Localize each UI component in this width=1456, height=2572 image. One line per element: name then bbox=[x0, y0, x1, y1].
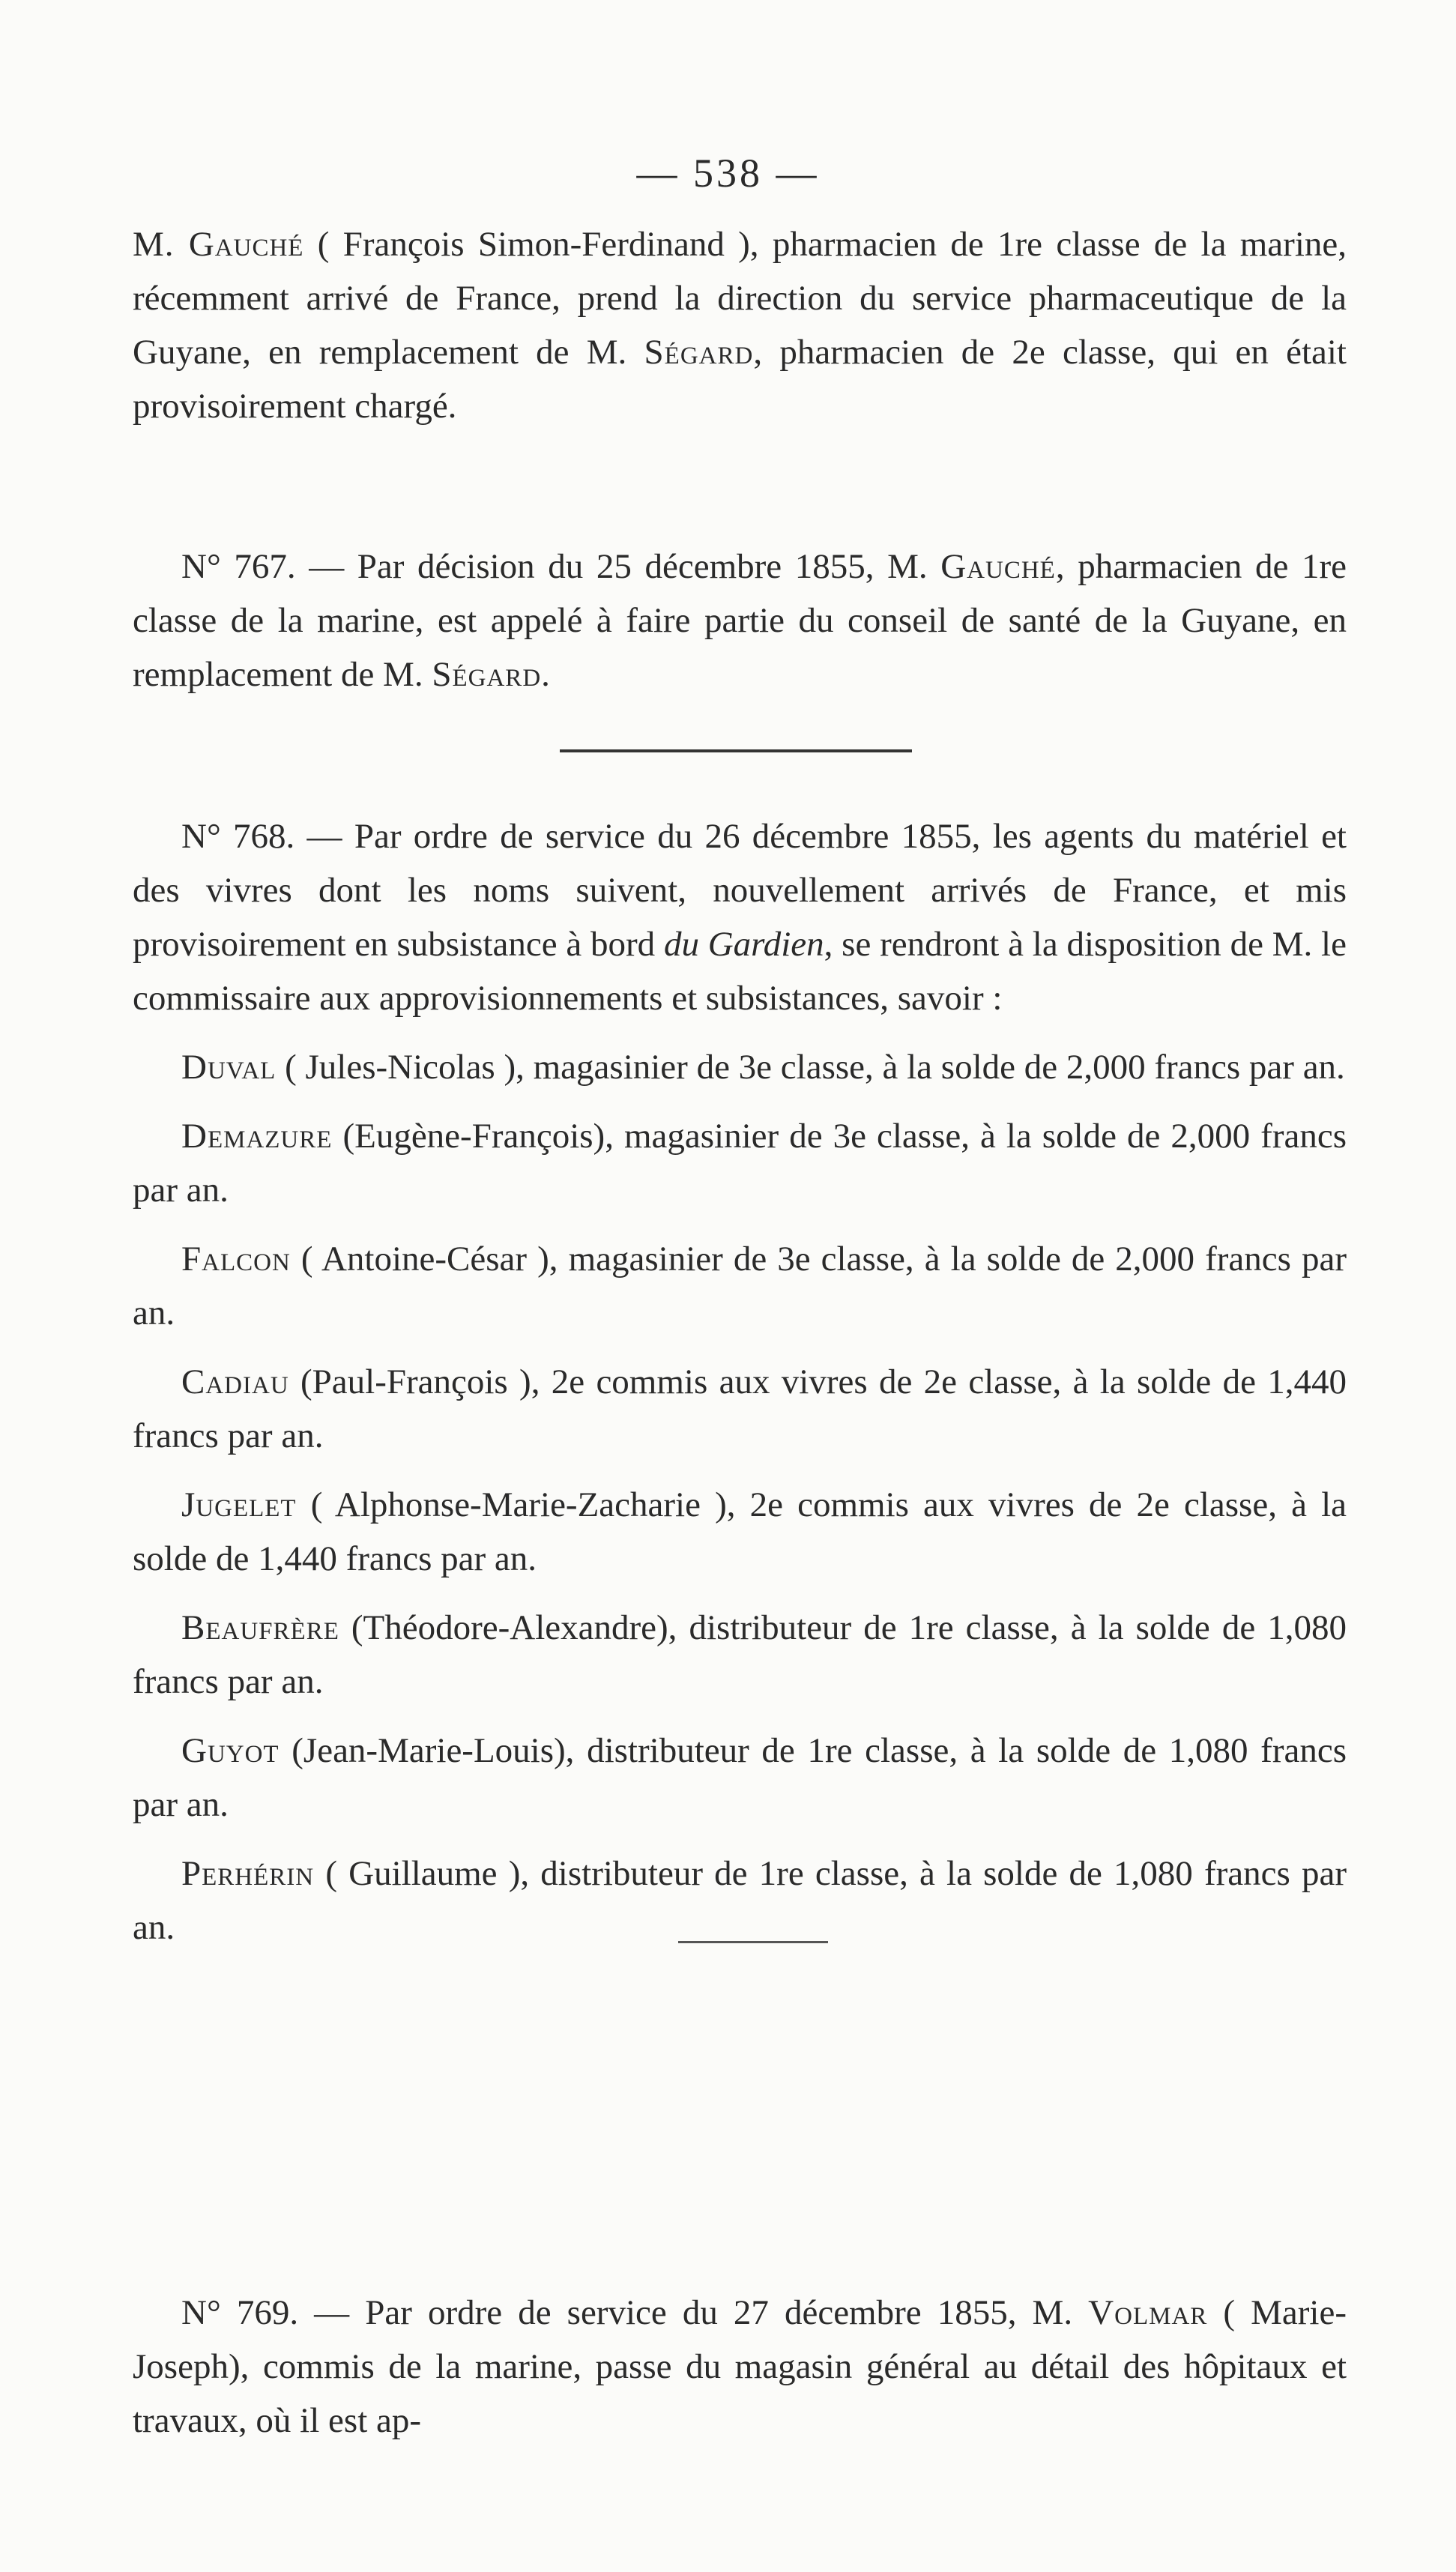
agent-entry bbox=[133, 1232, 1347, 1340]
decision-gauche-direction bbox=[133, 217, 1347, 448]
agent-name: Demazure bbox=[181, 1117, 333, 1156]
decision-768 bbox=[133, 809, 1347, 1969]
agent-entry bbox=[133, 1109, 1347, 1217]
paragraph-text: ( François Simon-Ferdinand ), pharmacien de 1re classe de la marine, récemment arrivé de France, prend la direction du service pharmaceutique de la Guyane, en remplacement de M. bbox=[133, 225, 1347, 372]
decision-769 bbox=[133, 2286, 1347, 2463]
person-name: Ségard bbox=[432, 655, 542, 694]
agent-text: (Paul-François ), 2e commis aux vivres de 2e classe, à la solde de 1,440 francs par an. bbox=[133, 1362, 1347, 1455]
section-divider bbox=[678, 1941, 828, 1943]
paragraph-text: , pharmacien de 1re classe de la marine, est appelé à faire partie du conseil de santé de la Guyane, en remplacement de M. bbox=[133, 547, 1347, 694]
section-divider bbox=[560, 749, 912, 752]
agent-entry bbox=[133, 1478, 1347, 1586]
person-name: Volmar bbox=[1088, 2293, 1208, 2332]
agent-entry bbox=[133, 1601, 1347, 1709]
agent-text: ( Alphonse-Marie-Zacharie ), 2e commis aux vivres de 2e classe, à la solde de 1,440 francs par an. bbox=[133, 1485, 1347, 1578]
paragraph bbox=[133, 540, 1347, 701]
person-name: M. Gauché bbox=[133, 225, 304, 264]
agent-text: (Eugène-François), magasinier de 3e classe, à la solde de 2,000 francs par an. bbox=[133, 1117, 1347, 1210]
agent-entry bbox=[133, 1847, 1347, 1954]
agent-name: Guyot bbox=[181, 1731, 280, 1770]
agent-name: Cadiau bbox=[181, 1362, 289, 1401]
paragraph-text: N° 768. — Par ordre de service du 26 décembre 1855, les agents du matériel et des vivres dont les noms suivent, nouvellement arrivés de France, et mis provisoirement en subsistance à bord bbox=[133, 817, 1347, 964]
paragraph-text: N° 767. — Par décision du 25 décembre 1855, M. bbox=[181, 547, 941, 586]
paragraph bbox=[133, 809, 1347, 1025]
ship-name: du Gardien bbox=[663, 925, 824, 964]
decision-767 bbox=[133, 540, 1347, 716]
agent-name: Perhérin bbox=[181, 1854, 315, 1893]
agent-entry bbox=[133, 1040, 1347, 1094]
agent-text: ( Guillaume ), distributeur de 1re classe, à la solde de 1,080 francs par an. bbox=[133, 1854, 1347, 1947]
agent-entry bbox=[133, 1355, 1347, 1463]
agent-text: (Théodore-Alexandre), distributeur de 1re classe, à la solde de 1,080 francs par an. bbox=[133, 1608, 1347, 1701]
agent-text: ( Jules-Nicolas ), magasinier de 3e classe, à la solde de 2,000 francs par an. bbox=[276, 1048, 1345, 1087]
agent-name: Duval bbox=[181, 1048, 277, 1087]
paragraph-text: N° 769. — Par ordre de service du 27 décembre 1855, M. bbox=[181, 2293, 1089, 2332]
agent-name: Jugelet bbox=[181, 1485, 297, 1524]
punctuation: . bbox=[541, 655, 550, 694]
agent-entry bbox=[133, 1724, 1347, 1832]
paragraph-text: ( Marie-Joseph), commis de la marine, passe du magasin général au détail des hôpitaux et travaux, où il est ap- bbox=[133, 2293, 1347, 2440]
paragraph bbox=[133, 217, 1347, 433]
agent-name: Falcon bbox=[181, 1240, 291, 1279]
person-name: Ségard bbox=[644, 333, 754, 372]
page-number: — 538 — bbox=[636, 151, 820, 196]
paragraph bbox=[133, 2286, 1347, 2448]
agent-text: (Jean-Marie-Louis), distributeur de 1re classe, à la solde de 1,080 francs par an. bbox=[133, 1731, 1347, 1824]
paragraph-text: , pharmacien de 2e classe, qui en était provisoirement chargé. bbox=[133, 333, 1347, 426]
person-name: Gauché bbox=[940, 547, 1056, 586]
agent-name: Beaufrère bbox=[181, 1608, 339, 1647]
paragraph-text: , se rendront à la disposition de M. le commissaire aux approvisionnements et subsistances, savoir : bbox=[133, 925, 1347, 1018]
agent-text: ( Antoine-César ), magasinier de 3e classe, à la solde de 2,000 francs par an. bbox=[133, 1240, 1347, 1332]
